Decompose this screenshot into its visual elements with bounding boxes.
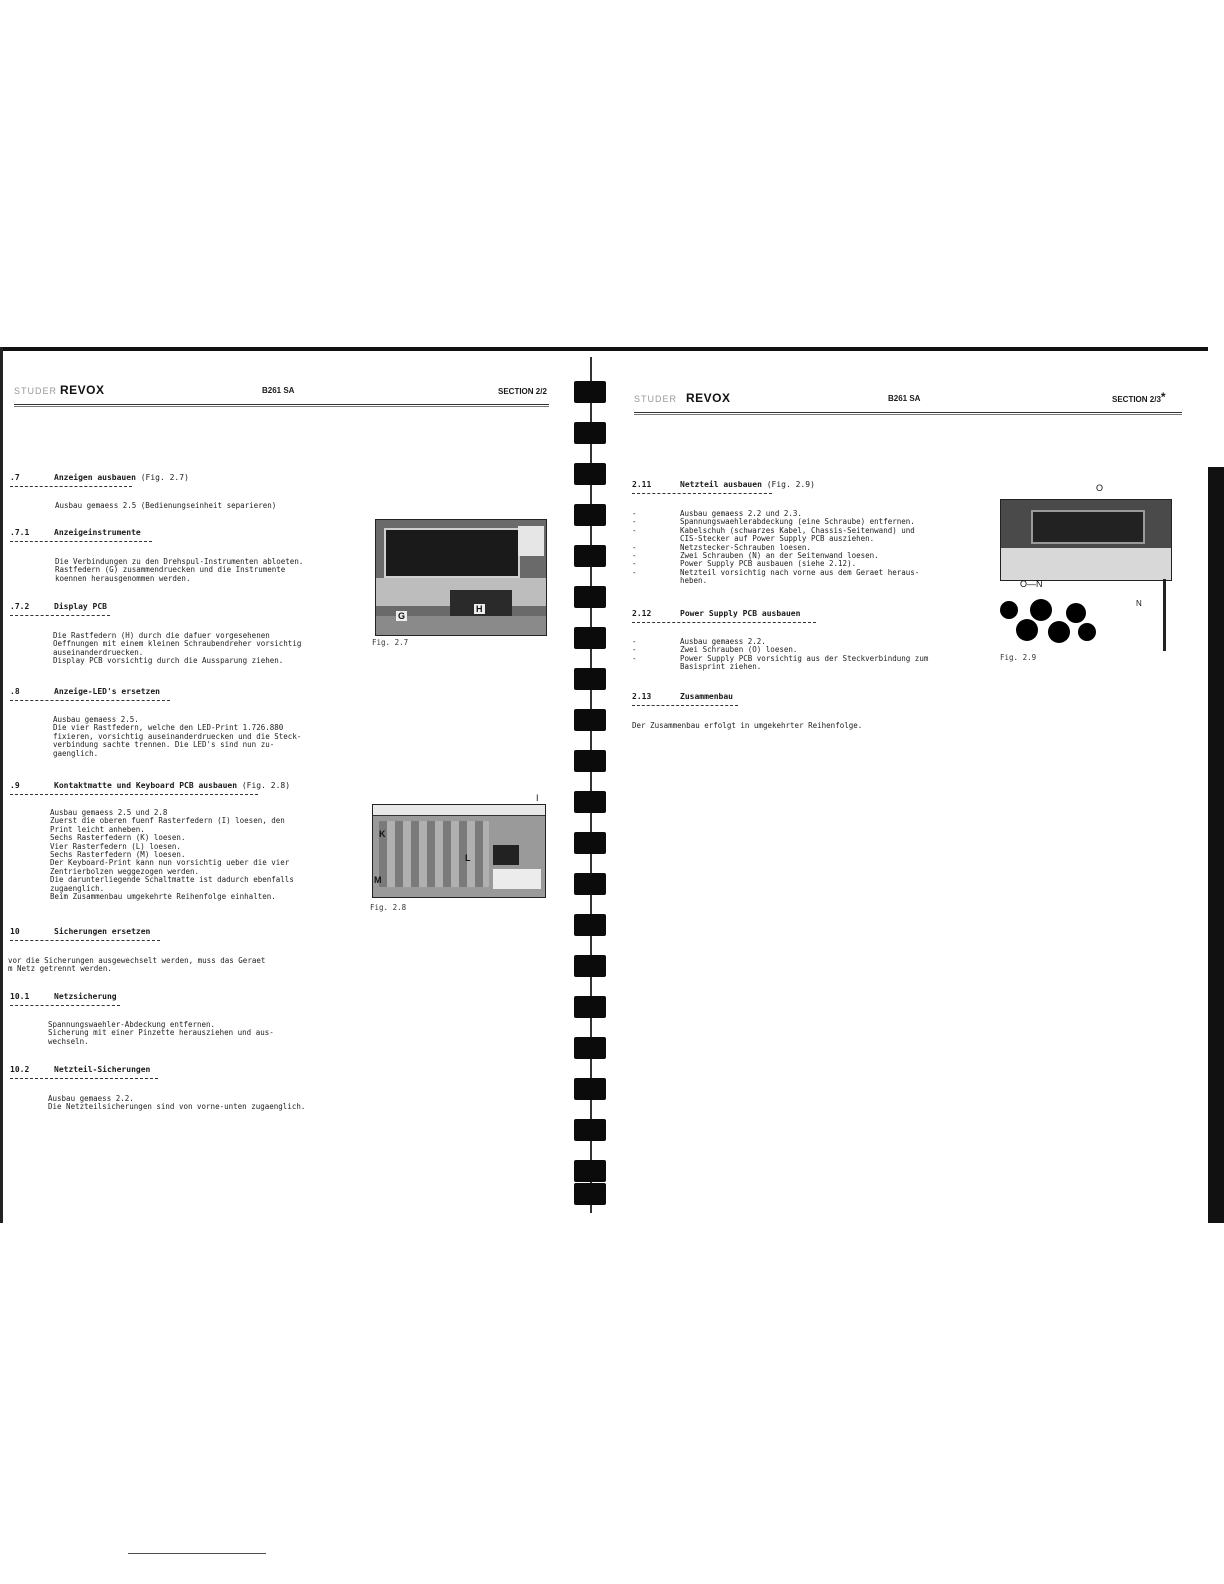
- binding-ring: [574, 463, 606, 485]
- photo-panel: [1001, 548, 1171, 580]
- binding-ring: [574, 791, 606, 813]
- section-body: Die Rastfedern (H) durch die dafuer vorgesehenen Oeffnungen mit einem kleinen Schraubendreher vorsichtig auseinanderdruecken. Display PCB vorsichtig durch die Aussparung ziehen.: [53, 631, 302, 666]
- right-border: [1208, 347, 1224, 1223]
- list-item: Ausbau gemaess 2.2.: [680, 637, 766, 646]
- figure-label: N: [1136, 599, 1142, 608]
- figure-photo: [375, 519, 547, 636]
- figure-photo: [1000, 499, 1172, 581]
- circuit-dot: [1078, 623, 1096, 641]
- header-rule: [14, 406, 549, 407]
- model-name: B261 SA: [262, 386, 295, 395]
- header-rule: [634, 412, 1182, 413]
- list-item: Power Supply PCB ausbauen (siehe 2.12).: [680, 559, 857, 569]
- photo-panel: [379, 821, 489, 887]
- section-heading: 10.2 Netzteil-Sicherungen: [10, 1065, 151, 1074]
- section-heading: 2.13 Zusammenbau: [632, 692, 733, 701]
- list-item: Zwei Schrauben (O) loesen.: [680, 645, 798, 655]
- section-body: Ausbau gemaess 2.5 und 2.8 Zuerst die oberen fuenf Rasterfedern (I) loesen, den Print leicht anheben. Sechs Rasterfedern (K) loesen. Vier Rasterfedern (L) loesen. Sechs Rasterfedern (M) loesen. Der Keyboard-Print kann nun vorsichtig ueber die vier Zentrierbolzen weggezogen werden. Die darunterliegende Schaltmatte ist dadurch ebenfalls zugaenglich. Beim Zusammenbau umgekehrte Reihenfolge einhalten.: [50, 808, 294, 902]
- section-heading: 10 Sicherungen ersetzen: [10, 927, 151, 936]
- photo-panel: [518, 526, 544, 556]
- binding-ring: [574, 422, 606, 444]
- binding-ring: [574, 627, 606, 649]
- binding-ring: [574, 504, 606, 526]
- brand-logo: REVOX: [686, 391, 731, 405]
- section-heading: .7.1 Anzeigeinstrumente: [10, 528, 141, 537]
- heading-underline: [10, 940, 160, 941]
- section-label: SECTION 2/2: [498, 387, 547, 396]
- heading-underline: [10, 794, 258, 795]
- figure-label: H: [476, 604, 483, 614]
- figure-label: K: [379, 829, 386, 839]
- section-body: Ausbau gemaess 2.2. Die Netzteilsicherungen sind von vorne-unten zugaenglich.: [48, 1094, 306, 1112]
- section-heading: 2.11 Netzteil ausbauen (Fig. 2.9): [632, 480, 815, 489]
- list-item: Power Supply PCB vorsichtig aus der Steckverbindung zum Basisprint ziehen.: [680, 653, 929, 672]
- figure-caption: Fig. 2.8: [370, 903, 407, 912]
- binding-ring: [574, 996, 606, 1018]
- right-page: [620, 347, 1208, 1223]
- binding-ring: [574, 709, 606, 731]
- section-body: vor die Sicherungen ausgewechselt werden, muss das Geraet m Netz getrennt werden.: [8, 956, 266, 974]
- figure-photo: [372, 804, 546, 898]
- binding-ring: [574, 1183, 606, 1205]
- binding-ring: [574, 1078, 606, 1100]
- heading-underline: [10, 615, 110, 616]
- heading-underline: [632, 493, 772, 494]
- list-item: Kabelschuh (schwarzes Kabel, Chassis-Seitenwand) und CIS-Stecker auf Power Supply PCB ausziehen.: [680, 525, 915, 544]
- section-heading: 2.12 Power Supply PCB ausbauen: [632, 609, 801, 618]
- binding-ring: [574, 873, 606, 895]
- header-rule: [634, 414, 1182, 415]
- binding-ring: [574, 668, 606, 690]
- binding-ring: [574, 832, 606, 854]
- section-heading: 10.1 Netzsicherung: [10, 992, 117, 1001]
- list-item: Spannungswaehlerabdeckung (eine Schraube) entfernen.: [680, 517, 915, 527]
- section-heading: .8 Anzeige-LED's ersetzen: [10, 687, 160, 696]
- left-page: [0, 347, 562, 1223]
- binding-ring: [574, 1119, 606, 1141]
- page-header: [14, 385, 549, 401]
- section-body: Spannungswaehler-Abdeckung entfernen. Sicherung mit einer Pinzette herausziehen und aus- wechseln.: [48, 1020, 274, 1046]
- binding-ring: [574, 1160, 606, 1182]
- heading-underline: [10, 1078, 158, 1079]
- figure-label: O—N: [1020, 579, 1043, 589]
- heading-underline: [10, 1005, 120, 1006]
- heading-underline: [10, 700, 170, 701]
- model-name: B261 SA: [888, 394, 921, 403]
- photo-panel: [493, 869, 541, 889]
- circuit-dot: [1048, 621, 1070, 643]
- heading-underline: [632, 622, 816, 623]
- figure-label: G: [398, 611, 406, 621]
- photo-panel: [1031, 510, 1145, 544]
- binding-ring: [574, 914, 606, 936]
- section-heading: .9 Kontaktmatte und Keyboard PCB ausbauen (Fig. 2.8): [10, 781, 291, 790]
- section-heading: .7 Anzeigen ausbauen (Fig. 2.7): [10, 473, 189, 482]
- list-item: Netzteil vorsichtig nach vorne aus dem Geraet heraus- heben.: [680, 567, 920, 586]
- list-item: Netzstecker-Schrauben loesen.: [680, 542, 811, 552]
- photo-panel: [384, 528, 520, 578]
- figure-caption: Fig. 2.9: [1000, 653, 1037, 662]
- list-bullet: - - - - - - -: [632, 509, 637, 577]
- header-rule: [14, 404, 549, 405]
- manual-spread: [0, 347, 1224, 1223]
- binding-ring: [574, 381, 606, 403]
- photo-panel: [493, 845, 519, 865]
- brand-logo: REVOX: [60, 383, 105, 397]
- figure-label: O: [1096, 483, 1104, 493]
- binding-ring: [574, 750, 606, 772]
- figure-label: I: [536, 793, 539, 803]
- section-body: Die Verbindungen zu den Drehspul-Instrumenten abloeten. Rastfedern (G) zusammendruecken und die Instrumente koennen herausgenommen werden.: [55, 557, 304, 583]
- figure-label: M: [374, 875, 382, 885]
- figure-photo: [1000, 595, 1166, 651]
- vendor-name: STUDER: [14, 386, 58, 396]
- heading-underline: [10, 486, 132, 487]
- right-border-notch: [1208, 347, 1224, 467]
- footer-line: [128, 1553, 266, 1554]
- section-label: SECTION 2/3*: [1112, 390, 1166, 404]
- vendor-name: STUDER: [634, 394, 678, 404]
- photo-panel: [373, 805, 545, 816]
- section-heading: .7.2 Display PCB: [10, 602, 107, 611]
- heading-underline: [10, 541, 152, 542]
- figure-caption: Fig. 2.7: [372, 638, 409, 647]
- circuit-dot: [1000, 601, 1018, 619]
- spiral-binding: [570, 357, 610, 1213]
- list-item: Ausbau gemaess 2.2 und 2.3.: [680, 509, 802, 518]
- figure-edge: [1163, 579, 1166, 651]
- binding-ring: [574, 955, 606, 977]
- figure-label: L: [465, 853, 471, 863]
- circuit-dot: [1030, 599, 1052, 621]
- heading-underline: [632, 705, 738, 706]
- binding-ring: [574, 545, 606, 567]
- binding-ring: [574, 586, 606, 608]
- list-item: Zwei Schrauben (N) an der Seitenwand loesen.: [680, 551, 879, 560]
- binding-ring: [574, 1037, 606, 1059]
- page-header: [634, 390, 1182, 409]
- section-body: Ausbau gemaess 2.5 (Bedienungseinheit separieren): [55, 501, 277, 510]
- circuit-dot: [1066, 603, 1086, 623]
- list-bullet: - - -: [632, 637, 637, 663]
- circuit-dot: [1016, 619, 1038, 641]
- section-body: Der Zusammenbau erfolgt in umgekehrter Reihenfolge.: [632, 721, 863, 730]
- section-body: Ausbau gemaess 2.5. Die vier Rastfedern, welche den LED-Print 1.726.880 fixieren, vorsichtig auseinanderdruecken und die Steck- verbindung sachte trennen. Die LED's sind nun zu- gaenglich.: [53, 715, 302, 758]
